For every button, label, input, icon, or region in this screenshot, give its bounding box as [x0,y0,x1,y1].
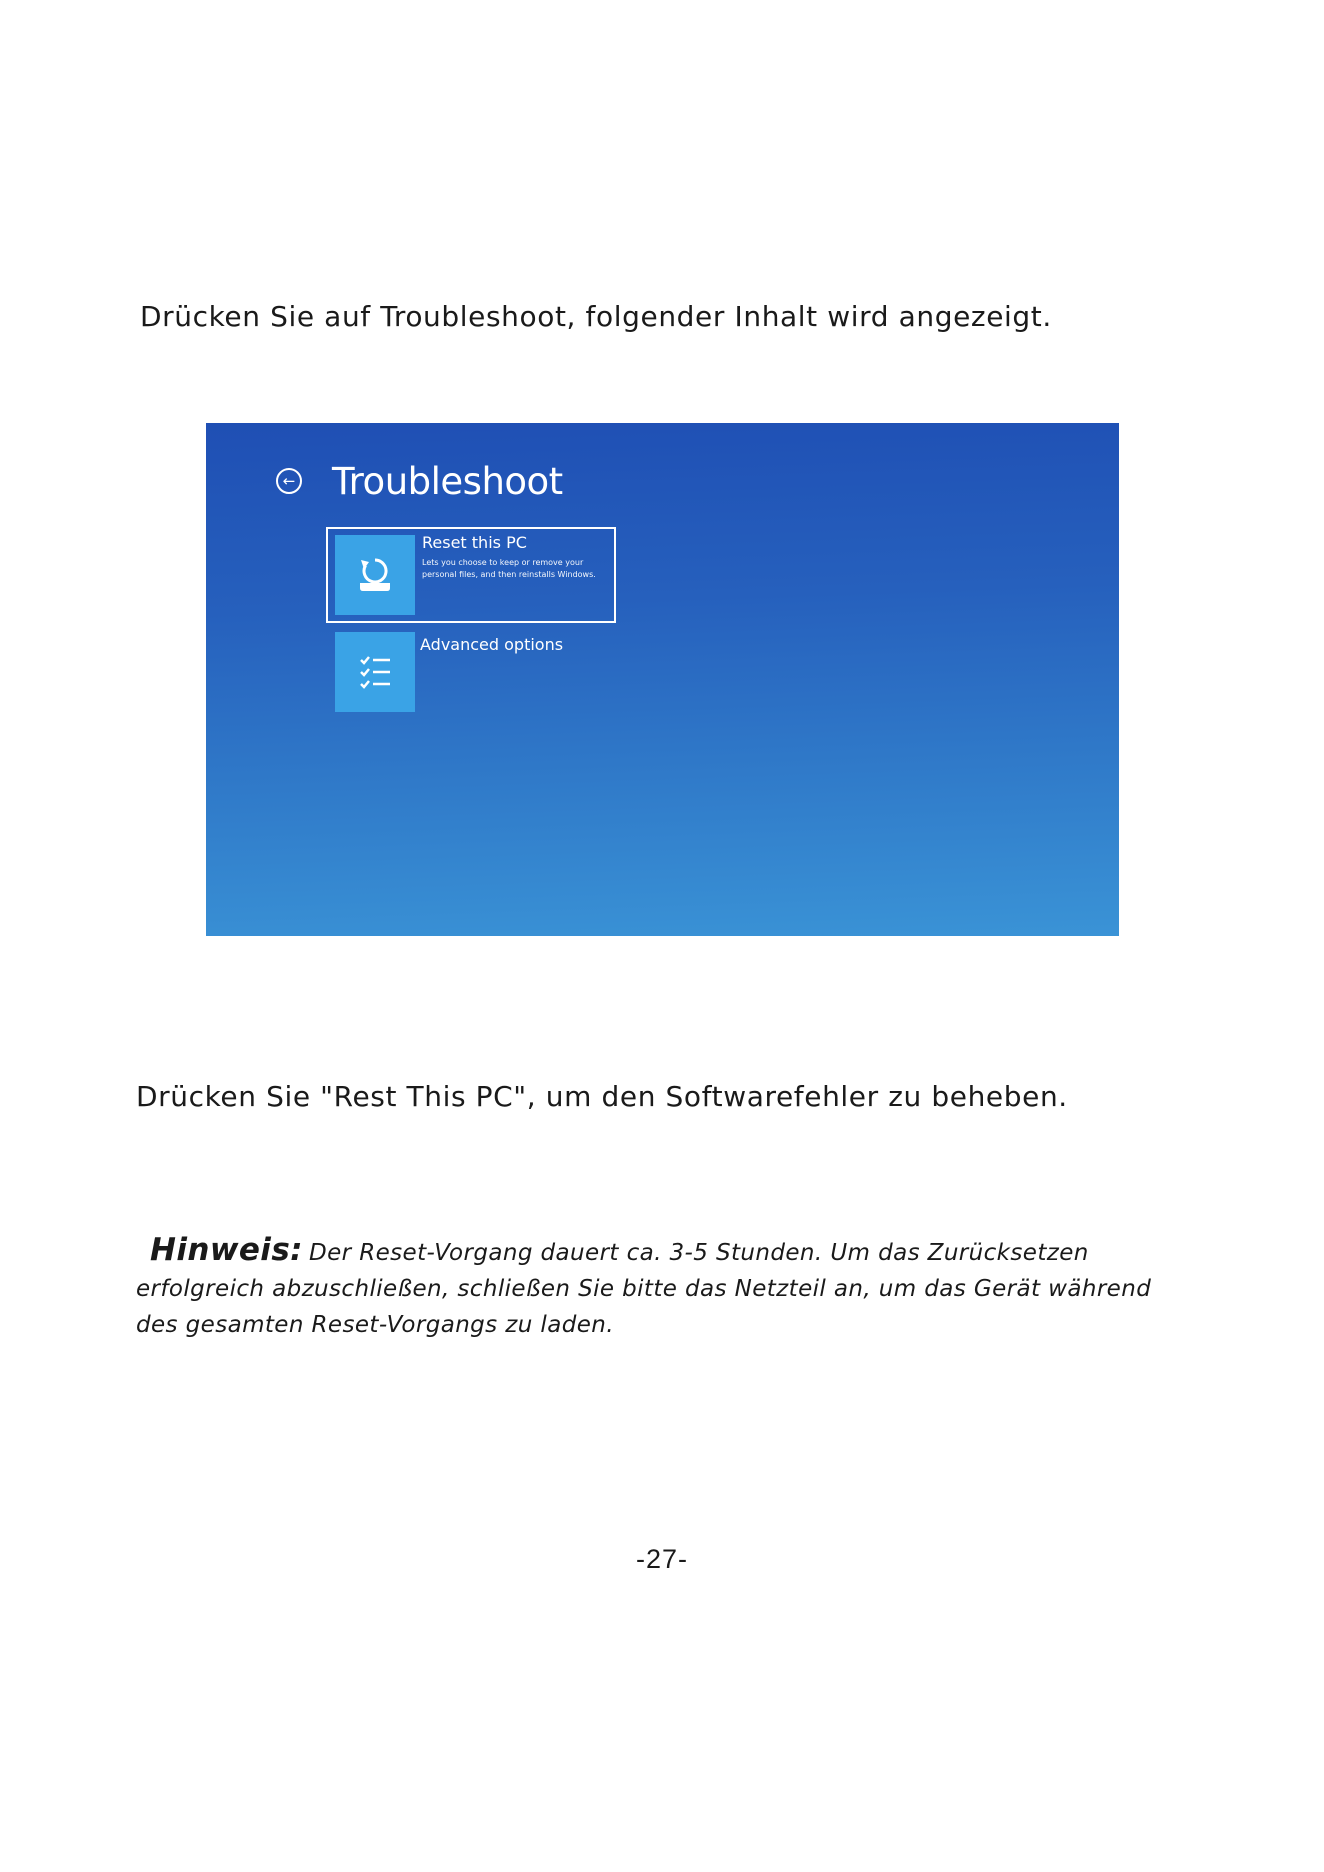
screen-header [276,459,563,503]
troubleshoot-screenshot [206,423,1119,936]
reset-option-title: Reset this PC [422,533,527,552]
page-number: -27- [635,1544,688,1574]
back-arrow-circle-icon[interactable]: ← [276,468,302,494]
advanced-option-title: Advanced options [420,635,564,654]
intro-paragraph: Drücken Sie auf Troubleshoot, folgender Inhalt wird angezeigt. [140,300,1052,333]
note-paragraph [136,1232,1186,1343]
reset-this-pc-option[interactable] [326,527,616,623]
instruction-paragraph: Drücken Sie "Rest This PC", um den Softwarefehler zu beheben. [136,1080,1068,1113]
screen-title: Troubleshoot [332,459,563,503]
advanced-option-text [420,635,610,655]
advanced-options-option[interactable] [326,631,616,727]
note-text: Der Reset-Vorgang dauert ca. 3-5 Stunden. Um das Zurücksetzen erfolgreich abzuschließen, schließen Sie bitte das Netzteil an, um das Gerät während des gesamten Reset-Vorgangs zu laden. [136,1240,1152,1338]
checklist-icon [335,632,415,712]
reset-option-text [422,533,612,581]
note-label: Hinweis: [150,1232,303,1268]
reset-option-description: Lets you choose to keep or remove your personal files, and then reinstalls Windows. [422,558,596,579]
reset-pc-icon [335,535,415,615]
